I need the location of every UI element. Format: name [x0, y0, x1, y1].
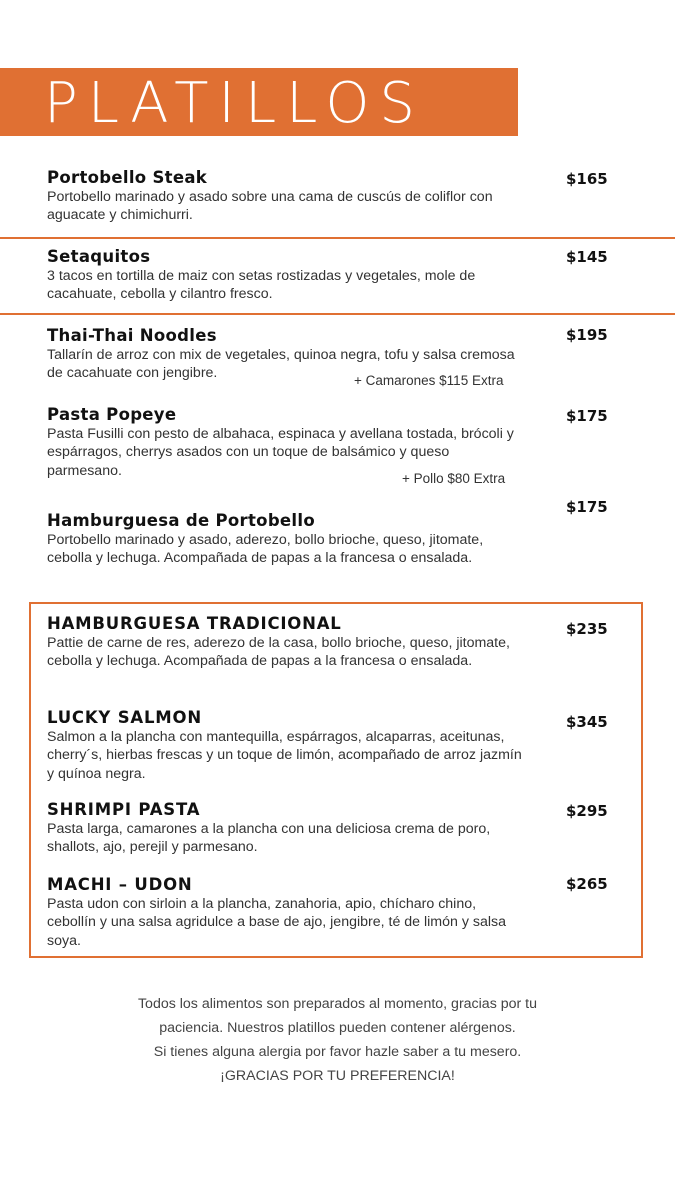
item-description: 3 tacos en tortilla de maiz con setas rostizadas y vegetales, mole de cacahuate, cebolla y cilantro fresco. — [47, 268, 476, 303]
item-price: $345 — [566, 713, 608, 731]
item-extra: + Camarones $115 Extra — [354, 373, 504, 388]
item-name: HAMBURGUESA TRADICIONAL — [47, 614, 342, 633]
item-price: $265 — [566, 875, 608, 893]
menu-item — [47, 405, 647, 480]
item-extra: + Pollo $80 Extra — [402, 471, 506, 486]
menu-item — [47, 708, 647, 783]
item-description: Tallarín de arroz con mix de vegetales, quinoa negra, tofu y salsa cremosa de cacahuate con jengibre. — [47, 347, 515, 382]
footer-line: Si tienes alguna alergia por favor hazle saber a tu mesero. — [153, 1044, 522, 1060]
footer-note — [0, 992, 675, 1088]
item-price: $295 — [566, 802, 608, 820]
footer-thanks: ¡GRACIAS POR TU PREFERENCIA! — [220, 1068, 455, 1084]
item-name: Portobello Steak — [47, 168, 208, 187]
item-name: Setaquitos — [47, 247, 151, 266]
item-name: Thai-Thai Noodles — [47, 326, 217, 345]
item-description: Pattie de carne de res, aderezo de la casa, bollo brioche, queso, jitomate, cebolla y lechuga. Acompañada de papas a la francesa o ensalada. — [47, 635, 510, 670]
menu-item — [47, 247, 647, 304]
title-banner — [0, 68, 518, 136]
item-description: Pasta udon con sirloin a la plancha, zanahoria, apio, chícharo chino, cebollín y una salsa agridulce a base de ajo, jengibre, té de limón y salsa soya. — [47, 896, 507, 949]
item-description: Pasta larga, camarones a la plancha con una deliciosa crema de poro, shallots, ajo, perejil y parmesano. — [47, 821, 491, 856]
item-price: $195 — [566, 326, 608, 344]
item-price: $175 — [566, 498, 608, 516]
footer-line: Todos los alimentos son preparados al momento, gracias por tu — [137, 996, 538, 1012]
item-description: Salmon a la plancha con mantequilla, espárragos, alcaparras, aceitunas, cherry´s, hierbas frescas y un toque de limón, acompañado de arroz jazmín y quínoa negra. — [47, 729, 522, 782]
item-name: MACHI – UDON — [47, 875, 193, 894]
menu-item — [47, 614, 647, 671]
item-price: $165 — [566, 170, 608, 188]
item-description: Portobello marinado y asado sobre una cama de cuscús de coliflor con aguacate y chimichurri. — [47, 189, 493, 224]
item-price: $175 — [566, 407, 608, 425]
menu-item — [47, 800, 647, 857]
menu-item — [47, 168, 647, 225]
item-price: $235 — [566, 620, 608, 638]
menu-item — [47, 511, 647, 568]
item-name: LUCKY SALMON — [47, 708, 202, 727]
menu-item — [47, 326, 647, 383]
item-description: Pasta Fusilli con pesto de albahaca, espinaca y avellana tostada, brócoli y espárragos, cherrys asados con un toque de balsámico y queso parmesano. — [47, 426, 514, 479]
item-name: Hamburguesa de Portobello — [47, 511, 315, 530]
item-price: $145 — [566, 248, 608, 266]
item-name: SHRIMPI PASTA — [47, 800, 201, 819]
divider — [0, 237, 675, 239]
item-description: Portobello marinado y asado, aderezo, bollo brioche, queso, jitomate, cebolla y lechuga. Acompañada de papas a la francesa o ensalada. — [47, 532, 484, 567]
item-name: Pasta Popeye — [47, 405, 177, 424]
footer-line: paciencia. Nuestros platillos pueden contener alérgenos. — [159, 1020, 516, 1036]
menu-item — [47, 875, 647, 950]
page-title: PLATILLOS — [44, 71, 425, 136]
divider — [0, 313, 675, 315]
